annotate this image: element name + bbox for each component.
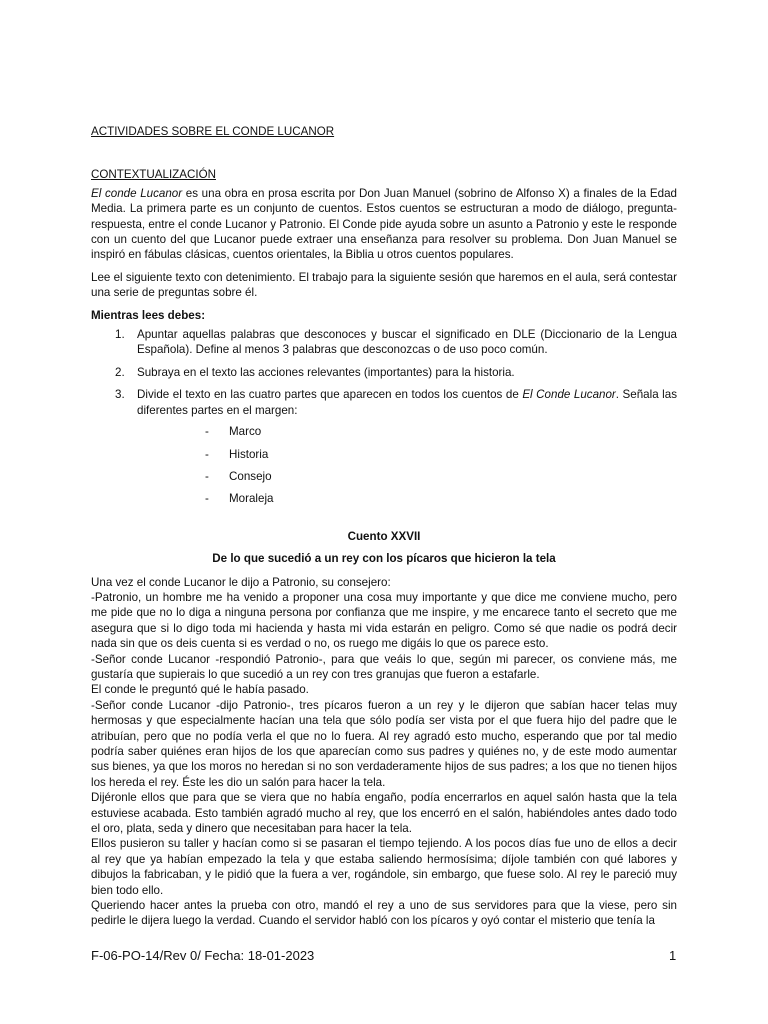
footer-document-code: F-06-PO-14/Rev 0/ Fecha: 18-01-2023	[91, 948, 315, 963]
footer-page-number: 1	[669, 948, 677, 963]
story-heading: Cuento XXVII	[347, 529, 421, 543]
list-dash: -	[205, 425, 209, 439]
story-paragraph: -Señor conde Lucanor -dijo Patronio-, tres pícaros fueron a un rey y le dijeron que sabían hacer telas muy hermosas y que especialmente hacían una tela que sólo podía ser vista por el que fuera hijo del padre que le atribuían, pero que no podía verla el que no lo fuera. Al rey agradó esto mucho, esperando que por tal medio podría saber quiénes eran hijos de los que aparecían como sus padres y quiénes no, y de este modo aumentar sus bienes, ya que los moros no heredan si no son verdaderamente hijos de sus padres; a los que no tienen hijos los hereda el rey. Éste les dio un salón para hacer la tela.	[91, 698, 677, 789]
task-item	[91, 387, 677, 506]
story-paragraph: -Patronio, un hombre me ha venido a proponer una cosa muy importante y que dice me conviene mucho, pero me pide que no lo diga a ninguna persona por confianza que me inspire, y me encarece tanto el secreto que me asegura que si lo digo toda mi hacienda y hasta mi vida estarán en peligro. Como sé que nadie os podrá decir nada sin que os deis cuenta si es verdad o no, os ruego me digáis lo que os parece esto.	[91, 590, 677, 651]
story-part-label: Marco	[229, 425, 262, 439]
task-text-italic: El Conde Lucanor	[522, 388, 616, 402]
task-number: 2.	[115, 365, 125, 379]
task-text-before: Divide el texto en las cuatro partes que aparecen en todos los cuentos de	[137, 388, 523, 402]
story-paragraph: Queriendo hacer antes la prueba con otro, mandó el rey a uno de sus servidores para que la viese, pero sin pedirle le dijera luego la verdad. Cuando el servidor habló con los pícaros y oyó contar el misterio que tenía la	[91, 899, 677, 928]
story-text	[91, 575, 677, 929]
story-part-item	[137, 424, 677, 439]
task-text: Subraya en el texto las acciones relevantes (importantes) para la historia.	[137, 365, 515, 379]
story-paragraph: -Señor conde Lucanor -respondió Patronio-, para que veáis lo que, según mi parecer, os conviene más, me gustaría que supierais lo que sucedió a un rey con tres granujas que fueron a estafarle.	[91, 652, 677, 681]
section-title: CONTEXTUALIZACIÓN	[91, 168, 216, 182]
intro-text: es una obra en prosa escrita por Don Juan Manuel (sobrino de Alfonso X) a finales de la Edad Media. La primera parte es un conjunto de cuentos. Estos cuentos se estructuran a modo de diálogo, pregunta-respuesta, entre el conde Lucanor y Patronio. El Conde pide ayuda sobre un asunto a Patronio y este le responde con un cuento del que Lucanor puede extraer una enseñanza para resolver su problema. Don Juan Manuel se inspiró en fábulas clásicas, cuentos orientales, la Biblia u otros cuentos populares.	[91, 186, 677, 262]
task-number: 3.	[115, 388, 125, 402]
intro-italic-title: El conde Lucanor	[91, 186, 183, 200]
story-part-item	[137, 469, 677, 484]
intro-paragraph	[91, 186, 677, 263]
story-parts-list	[137, 424, 677, 507]
document-body	[91, 124, 677, 929]
document-title: ACTIVIDADES SOBRE EL CONDE LUCANOR	[91, 125, 335, 138]
list-dash: -	[205, 469, 209, 483]
story-paragraph: Una vez el conde Lucanor le dijo a Patronio, su consejero:	[91, 575, 391, 589]
story-subtitle: De lo que sucedió a un rey con los pícaros que hicieron la tela	[212, 552, 556, 566]
story-paragraph: Ellos pusieron su taller y hacían como si se pasaran el tiempo tejiendo. A los pocos días fue uno de ellos a decir al rey que ya habían empezado la tela y que estaba saliendo hermosísima; díjole también con qué labores y dibujos la fabricaban, y le pidió que la fuera a ver, rogándole, sin embargo, que fuese solo. Al rey le pareció muy bien todo ello.	[91, 837, 677, 897]
list-dash: -	[205, 492, 209, 506]
task-item	[91, 365, 677, 380]
story-part-item	[137, 447, 677, 462]
task-text-after: . Señala las diferentes partes en el margen:	[137, 388, 677, 417]
list-dash: -	[205, 447, 209, 461]
instructions-paragraph: Lee el siguiente texto con detenimiento. El trabajo para la siguiente sesión que haremos en el aula, será contestar una serie de preguntas sobre él.	[91, 270, 677, 300]
story-part-item	[137, 491, 677, 506]
while-reading-label: Mientras lees debes:	[91, 308, 206, 322]
story-paragraph: Dijéronle ellos que para que se viera que no había engaño, podía encerrarlos en aquel salón hasta que la tela estuviese acabada. Esto también agradó mucho al rey, que los encerró en el salón, habiéndoles antes dado todo el oro, plata, seda y dinero que necesitaban para hacer la tela.	[91, 791, 677, 836]
task-list	[91, 327, 677, 507]
story-part-label: Consejo	[229, 469, 272, 483]
task-number: 1.	[115, 328, 125, 342]
task-text: Apuntar aquellas palabras que desconoces y buscar el significado en DLE (Diccionario de la Lengua Española). Define al menos 3 palabras que desconozcas o de uso poco común.	[137, 328, 677, 357]
task-item	[91, 327, 677, 358]
story-part-label: Historia	[229, 447, 269, 461]
story-paragraph: El conde le preguntó qué le había pasado.	[91, 683, 309, 697]
story-part-label: Moraleja	[229, 492, 274, 506]
